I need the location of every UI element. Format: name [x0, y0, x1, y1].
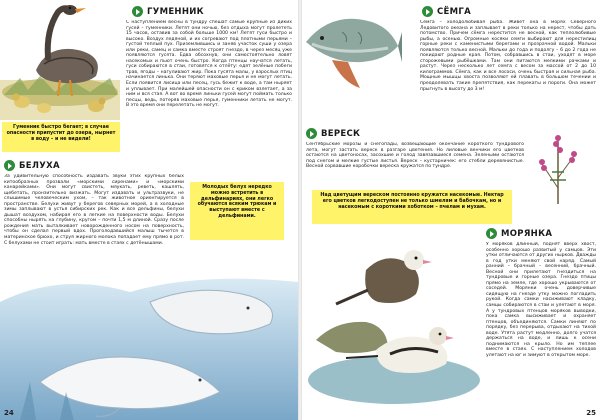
arrow-bullet-icon	[486, 228, 497, 239]
moryanka-text: У моряков длинный, поднят вверх хвост, особенно хорошо развитый у самцов. Эти утки отличаются от других нырков. Дважды в год утки меняют свой наряд. Самый ранний – брачный – весенний, брачный. Весной они прилетают гнездиться на тундровые и горные озера. Гнездо птицы прямо на земле, где хорошо укрываются от соседей. Морянки очень доверчивые сидящую на гнезде утку можно погладить рукой. Когда самки насиживают кладку, самцы собираются в стаи и улетают в моря. А у тундровых птенцов моряков выводки, пока самка высиживает и охраняет птенцов, объединяются. Самки линяют по порядку, без перерыва, отдыхают на тихой воде. Утята растут медленно, долго учатся держаться на воде, и лишь к осени поднимаются на крыло. Но им теплее вместе в стаях. С наступлением холодов улетают на юг и зимуют в открытом море.	[486, 242, 596, 358]
semga-heading	[422, 6, 471, 17]
semga-title: СЁМГА	[437, 6, 471, 17]
moryanka-title: МОРЯНКА	[501, 228, 553, 239]
gumennik-text: С наступлением весны в тундру спешат самые крупные из диких гусей – гуменники. Летят они ночью, без отдыха могут пролететь 15 часов, оставив за собой больше 1000 км! Летят гуси быстро и высоко. Воздух ледяной, и их согревают под плотными перьями – густой теплый пух. Приземлившись и заняв участок суши у озера или реки, самец и самка вместе строят гнездо, в через месяц уже появляются гусята. Едва обсохнув, они самостоятельно ловят насекомых и пьют очень быстро. Когда птенцы научатся летать, гуси собираются в стаи, готовятся к отлёту: едят зелёные побеги трав, ягоды – нагуливают жир. Пока гусята малы, у взрослых птиц начинается линька. Они теряют маховые перья и не могут летать. Если появится лисица или песец, гусь бежит к воде, а там ныряет и уплывает. При малейшей опасности он с криком взлетает, а за ним и вся стая. А вот во время линьки гусей могут поймать только песцы, ведь, потеряв маховые перья, гуменники летать не могут. В это время они перелетать не могут.	[126, 20, 292, 109]
page-number-right: 25	[586, 409, 596, 417]
left-page	[0, 0, 298, 420]
gumennik-title: ГУМЕННИК	[147, 6, 204, 17]
arrow-bullet-icon	[132, 6, 143, 17]
veresk-heading	[306, 128, 360, 139]
right-page	[302, 0, 600, 420]
veresk-title: ВЕРЕСК	[321, 128, 361, 139]
heather-illustration	[528, 128, 588, 204]
veresk-text: Сентябрьские морозы и снегопады, возвещающие окончание короткого тундрового лета, могут застать вереск в разгаре цветения. Но лиловые венчики его цветков остаются на цветоносах, засохшие и голод завязавшиеся семена. Зелеными остаются под снегом и мелкие густые листья. Вереск – кустарничек: его стебли деревянистые. Весной сорвавшие коробочки вереска кружатся по тундре.	[306, 142, 524, 170]
semga-text: Сёмга – холодолюбивая рыба. Живет она в морях Северного Ледовитого океана и заплывает в реки только на нерест, чтобы дать потомство. Причем сёмга нерестится не весной, как теплолюбивые рыбы, а осенью. Огромные косяки семги выбирают для нерестилищ горные реки с каменистыми берегами и прозрачной водой. Мальки появляются только весной. Мальки до года и подолгу – 6 до 2 года не покидают родные края. Потом, собравшись в стаи, уходят в море сторожевыми рыбёшками. Там они питаются мелкими рачками и растут. Через несколько лет семга с весом за массой от 2 до 10 килограммов. Сёмга, как и все лососи, очень быстрая и сильная рыба. Мощные мышцы хвоста позволяют ей плавать в большом течении и преодолевать такие препятствия, как перекаты и пороги. Она может прыгнуть в высоту до 3 м!	[420, 20, 596, 92]
beluha-callout: Молодых белух нередко можно встретить в дельфинариях, они легко обучаются всяким трюкам и выступают вместе с дельфинами.	[190, 182, 284, 240]
gumennik-callout: Гуменник быстро бегает; в случае опасности припустит до озера, нырнет в воду – и не видели!	[2, 122, 120, 152]
gumennik-heading	[132, 6, 204, 17]
moryanka-heading	[486, 228, 552, 239]
salmon-illustration	[302, 2, 402, 90]
arrow-bullet-icon	[422, 6, 433, 17]
beluha-title: БЕЛУХА	[19, 160, 60, 171]
beluha-text: За удивительную способность издавать звуки этих крупных белых китообразных прозвали «морскими сиренами» и «морскими канарейками». Они могут свистеть, мяукать, реветь, кашлять, щебетать, пронзительно визжать. Могут издавать и ультразвуки, не слышимые человеческим ухом, – так животное ориентируется в пространстве. Белухи живут у берегов северных морей, а в холодные зимы заплывают в устья сибирских рек. Как и все дельфины, белухи дышат воздухом, набирая его в легкие на поверхности воды. Белухи способны нырять на глубину, кругом – почти 1,5 м длиной. Сразу после рождения мать выталкивает новорожденного носом на поверхность, чтобы он сделал первый вдох. Проголодавшийся малыш тычется в материнское брюхо, и струя жирного молока попадает ему прямо в рот. С белухами не стоит играть: мать вместе в стаях с детёнышами.	[4, 174, 184, 246]
page-number-left: 24	[4, 409, 14, 417]
arrow-bullet-icon	[4, 160, 15, 171]
duck-illustration	[306, 230, 482, 406]
beluga-illustration	[0, 262, 298, 420]
arrow-bullet-icon	[306, 128, 317, 139]
goose-illustration	[0, 0, 120, 120]
beluha-heading	[4, 160, 60, 171]
veresk-callout: Над цветущим вереском постоянно кружатся насекомые. Нектар его цветков легкодоступен не только шмелям и бабочкам, но и насекомым с короткими хоботком – пчелам и мухам.	[312, 190, 512, 224]
